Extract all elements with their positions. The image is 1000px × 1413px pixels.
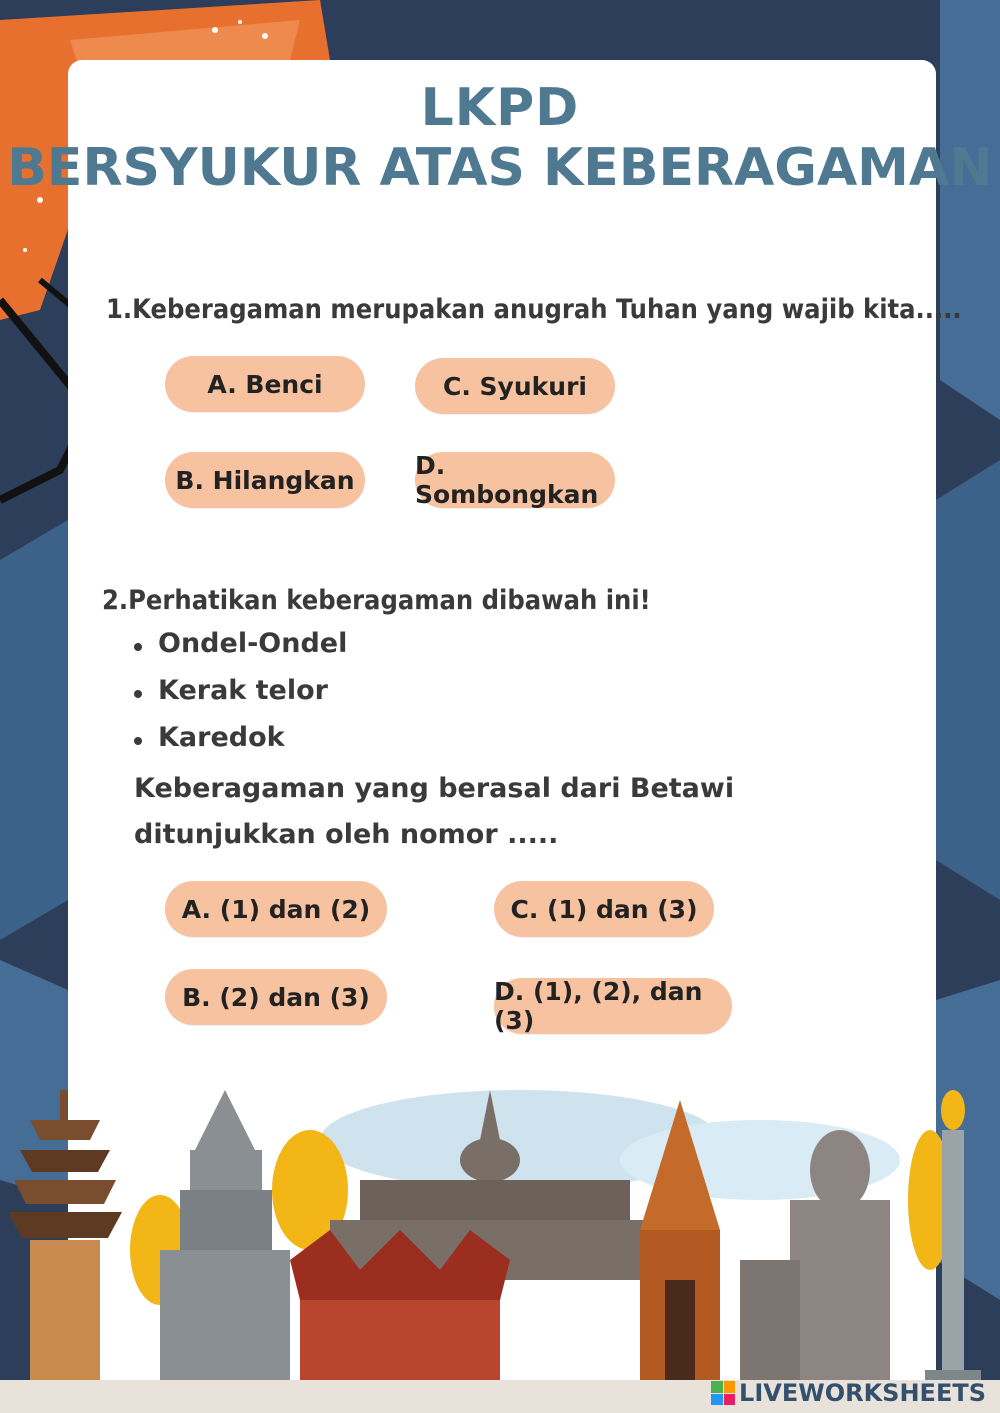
liveworksheets-logo-icon [711, 1381, 735, 1405]
prambanan-temple [160, 1090, 290, 1413]
question-2-prompt: Keberagaman yang berasal dari Betawi ditunjukkan oleh nomor ..... [134, 773, 735, 850]
bali-pagoda [8, 1090, 122, 1413]
page-subtitle: BERSYUKUR ATAS KEBERAGAMAN [7, 138, 993, 198]
q2-option-b-button[interactable]: B. (2) dan (3) [165, 969, 387, 1025]
list-item: Karedok [132, 722, 347, 769]
question-2-item-list [132, 628, 347, 769]
list-item: Kerak telor [132, 675, 347, 722]
q2-option-a-button[interactable]: A. (1) dan (2) [165, 881, 387, 937]
q1-option-d-button[interactable]: D. Sombongkan [415, 452, 615, 508]
q1-option-c-button[interactable]: C. Syukuri [415, 358, 615, 414]
watermark-text: LIVEWORKSHEETS [739, 1379, 986, 1407]
page-title: LKPD [420, 78, 580, 138]
q1-option-a-button[interactable]: A. Benci [165, 356, 365, 412]
question-2-text: 2.Perhatikan keberagaman dibawah ini! [102, 585, 651, 616]
liveworksheets-watermark [711, 1379, 986, 1407]
q2-option-d-button[interactable]: D. (1), (2), dan (3) [494, 978, 732, 1034]
list-item: Ondel-Ondel [132, 628, 347, 675]
q2-option-c-button[interactable]: C. (1) dan (3) [494, 881, 714, 937]
question-1-text: 1.Keberagaman merupakan anugrah Tuhan yang wajib kita..... [106, 294, 962, 325]
landmarks-illustration [0, 1080, 1000, 1413]
q1-option-b-button[interactable]: B. Hilangkan [165, 452, 365, 508]
